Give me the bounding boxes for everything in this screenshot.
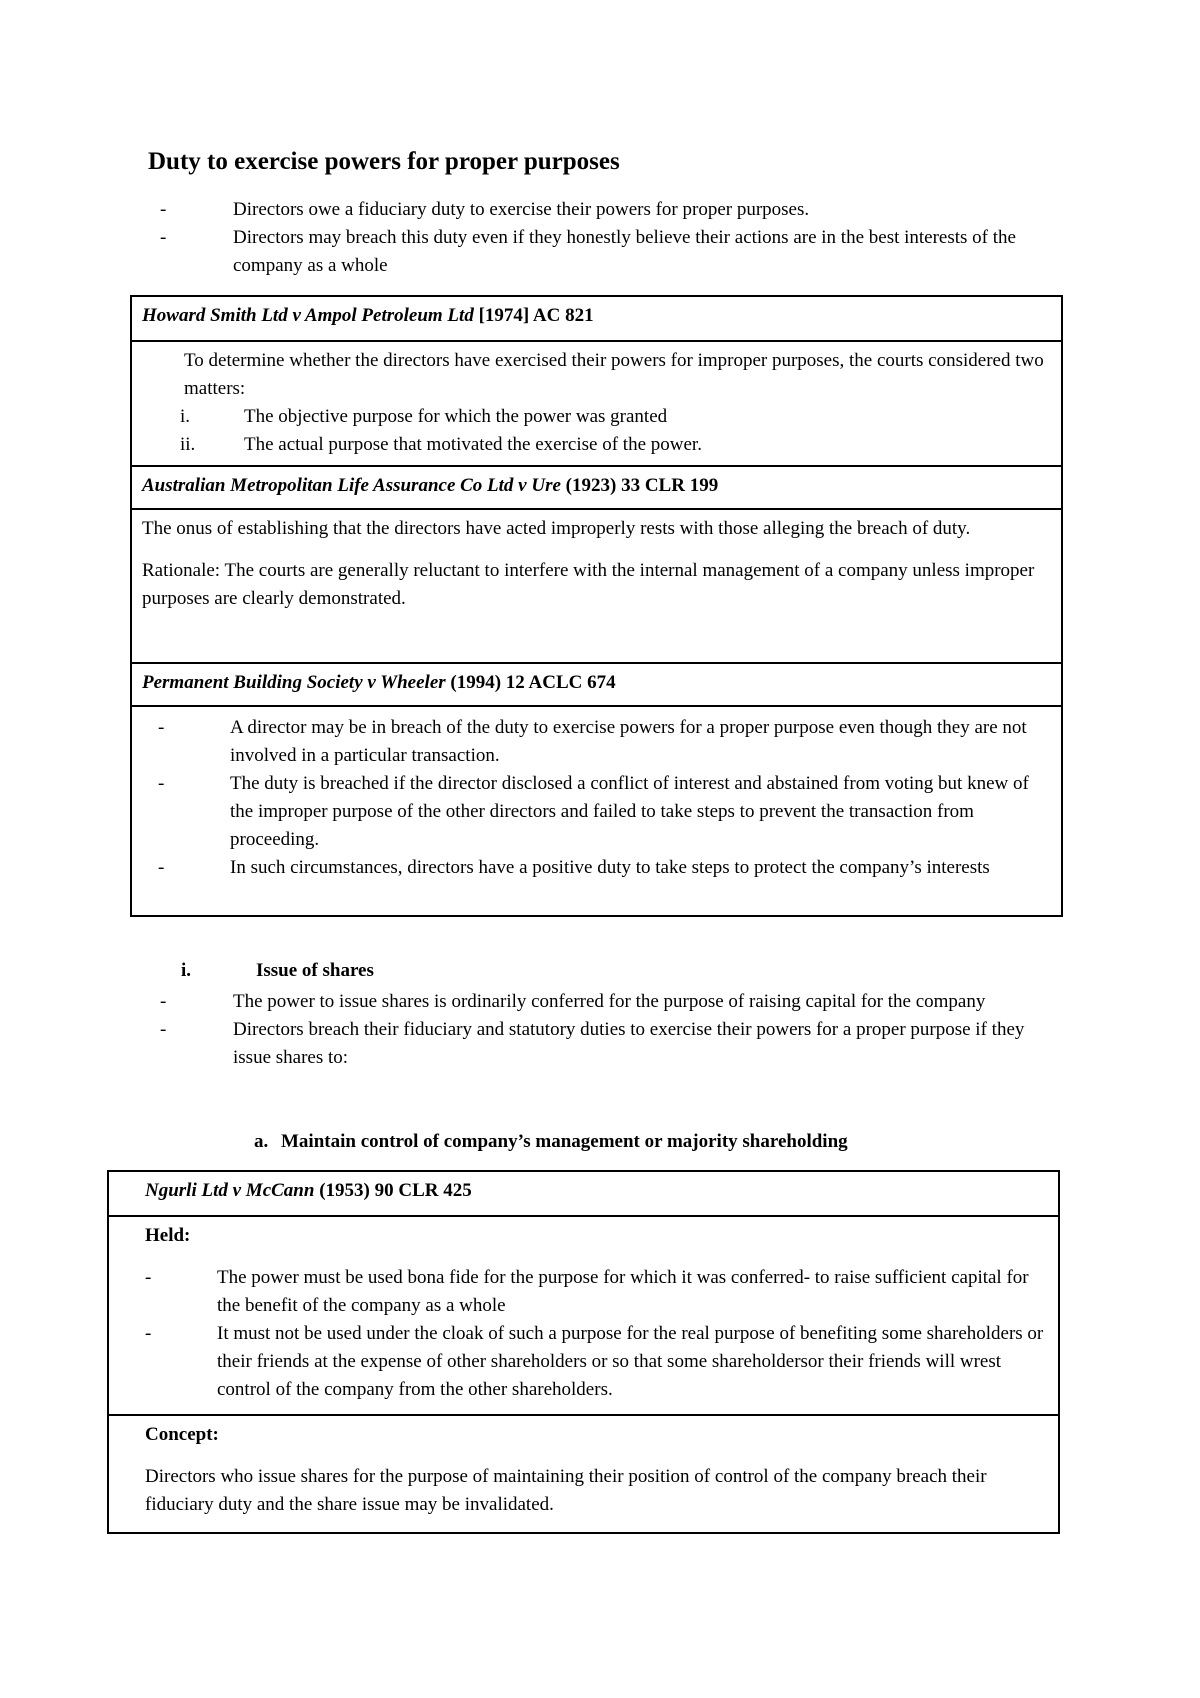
subsection-heading: a. Maintain control of company’s management or majority shareholding bbox=[254, 1131, 848, 1152]
list-item: - Directors owe a fiduciary duty to exercise their powers for proper purposes. bbox=[148, 196, 1048, 224]
bullet-dash: - bbox=[160, 199, 167, 220]
case-concept: Concept: Directors who issue shares for the purpose of maintaining their position of control of the company breach their fiduciary duty and the share issue may be invalidated. bbox=[145, 1424, 987, 1515]
intro-bullet-list bbox=[148, 196, 1048, 280]
list-item: ii. The actual purpose that motivated the exercise of the power. bbox=[180, 434, 702, 455]
section-bullet-list bbox=[148, 988, 1058, 1072]
section-heading: i. Issue of shares bbox=[181, 960, 374, 981]
list-item: i. The objective purpose for which the power was granted bbox=[180, 406, 668, 427]
page-heading: Duty to exercise powers for proper purposes bbox=[148, 148, 620, 175]
case-box-share-issue bbox=[107, 1170, 1060, 1534]
list-item: - The duty is breached if the director disclosed a conflict of interest and abstained from voting but knew of the improper purpose of the other directors and failed to take steps to prevent the transaction from proceeding. bbox=[132, 770, 1051, 854]
case-held: Held: - The power must be used bona fide for the purpose for which it was conferred- to raise sufficient capital for the benefit of the company as a whole - It must not be used under the cloak of such a purpose for the real purpose of benefiting some shareholders or their friends at the expense of other shareholders or so that some shareholdersor their friends will wrest control of the company from the other shareholders. bbox=[109, 1217, 1058, 1416]
case-summary: To determine whether the directors have exercised their powers for improper purposes, the courts considered two matters: i. The objective purpose for which the power was granted ii. The actual purpose that motivated the exercise of the power. bbox=[132, 342, 1061, 467]
bullet-dash: - bbox=[145, 1323, 152, 1344]
bullet-dash: - bbox=[145, 1267, 152, 1288]
case-summary bbox=[132, 707, 1061, 882]
bullet-dash: - bbox=[160, 1019, 167, 1040]
bullet-dash: - bbox=[160, 991, 167, 1012]
bullet-dash: - bbox=[160, 227, 167, 248]
case-heading: Ngurli Ltd v McCann (1953) 90 CLR 425 bbox=[109, 1172, 1058, 1217]
case-heading: Howard Smith Ltd v Ampol Petroleum Ltd [1974] AC 821 bbox=[132, 297, 1061, 342]
list-item: - The power to issue shares is ordinarily conferred for the purpose of raising capital for the company bbox=[148, 988, 1058, 1016]
bullet-dash: - bbox=[158, 773, 165, 794]
bullet-dash: - bbox=[158, 857, 165, 878]
case-box-proper-purposes bbox=[130, 295, 1063, 917]
numbered-list bbox=[132, 403, 1051, 459]
list-item: - The power must be used bona fide for the purpose for which it was conferred- to raise sufficient capital for the benefit of the company as a whole bbox=[119, 1264, 1048, 1320]
list-item: - In such circumstances, directors have a positive duty to take steps to protect the company’s interests bbox=[132, 854, 1051, 882]
list-item: - Directors may breach this duty even if they honestly believe their actions are in the best interests of the company as a whole bbox=[148, 224, 1048, 280]
list-item: - A director may be in breach of the duty to exercise powers for a proper purpose even though they are not involved in a particular transaction. bbox=[132, 714, 1051, 770]
list-item: - It must not be used under the cloak of such a purpose for the real purpose of benefiting some shareholders or their friends at the expense of other shareholders or so that some shareholdersor their friends will wrest control of the company from the other shareholders. bbox=[119, 1320, 1048, 1404]
case-heading: Australian Metropolitan Life Assurance Co Ltd v Ure (1923) 33 CLR 199 bbox=[132, 467, 1061, 510]
case-heading: Permanent Building Society v Wheeler (1994) 12 ACLC 674 bbox=[132, 664, 1061, 707]
bullet-dash: - bbox=[158, 717, 165, 738]
list-item: - Directors breach their fiduciary and statutory duties to exercise their powers for a proper purpose if they issue shares to: bbox=[148, 1016, 1058, 1072]
bullet-list bbox=[119, 1264, 1048, 1404]
bullet-list bbox=[132, 714, 1051, 882]
case-summary: The onus of establishing that the directors have acted improperly rests with those alleging the breach of duty. Rationale: The courts are generally reluctant to interfere with the internal management of a company unless improper purposes are clearly demonstrated. bbox=[132, 510, 1061, 664]
